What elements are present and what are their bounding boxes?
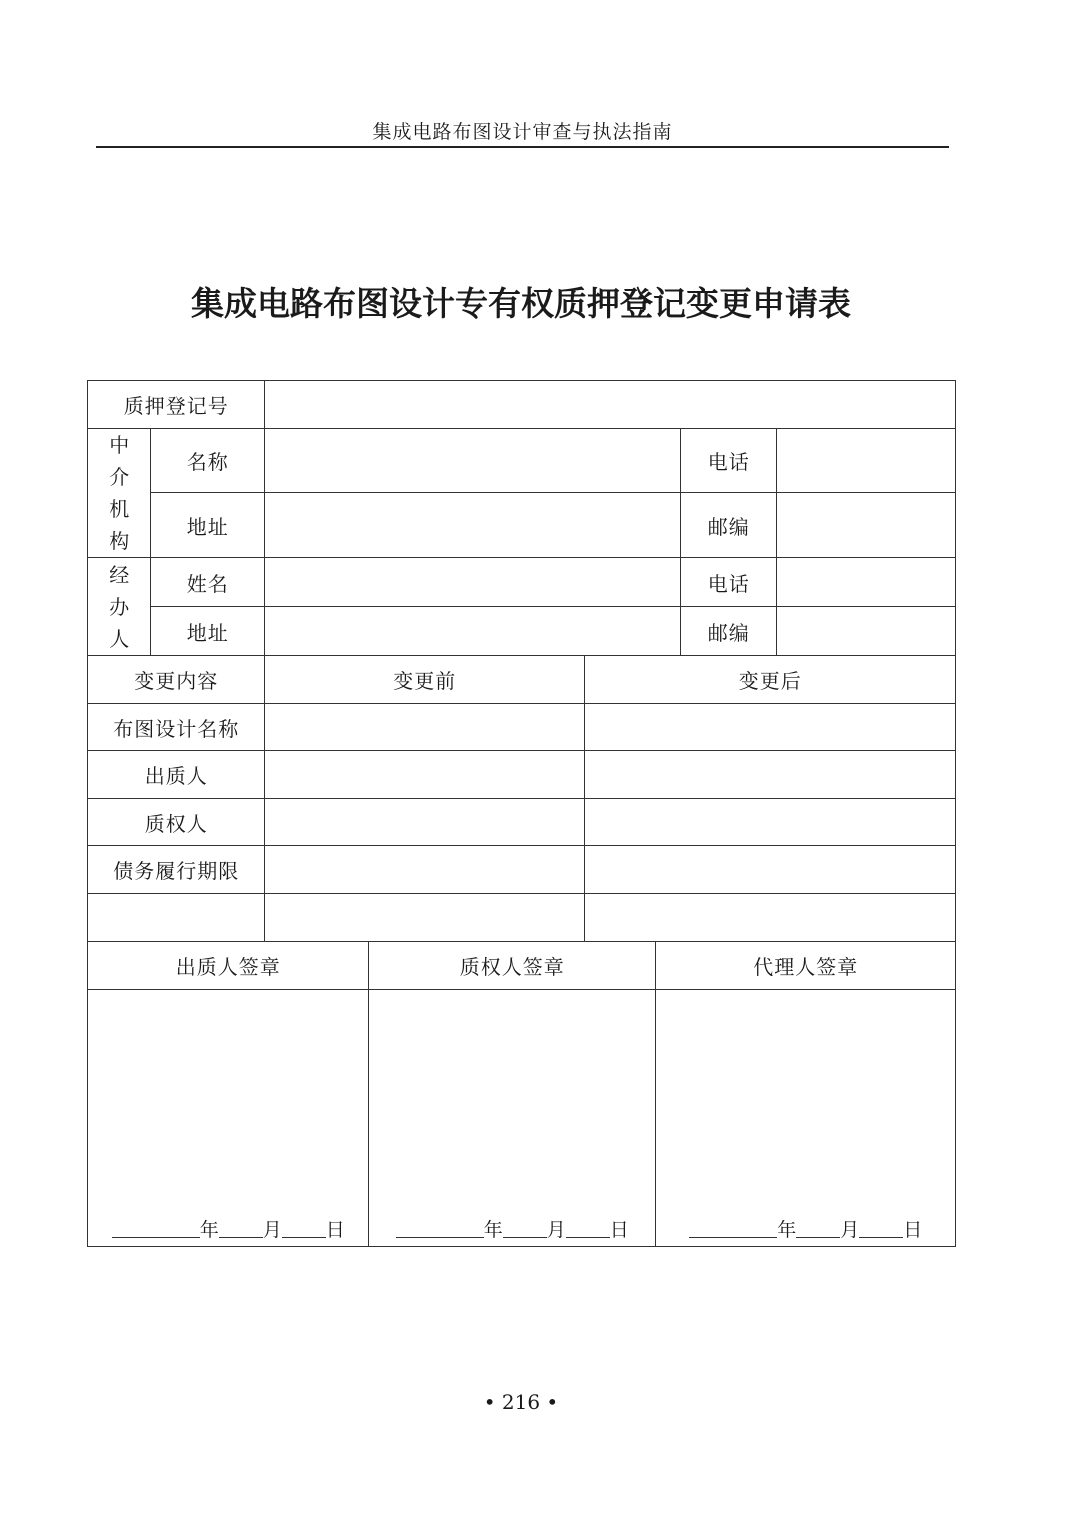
change-row-after-field[interactable] bbox=[584, 703, 956, 751]
pledgee-signature-box[interactable] bbox=[368, 989, 656, 1247]
change-row-before-field[interactable] bbox=[264, 893, 585, 942]
change-row-before-field[interactable] bbox=[264, 845, 585, 894]
pledge-reg-no-label: 质押登记号 bbox=[87, 380, 265, 429]
agent-label-char: 经 bbox=[109, 562, 130, 587]
agent-postcode-label: 邮编 bbox=[680, 606, 777, 656]
change-row-before-field[interactable] bbox=[264, 798, 585, 846]
agency-label-char: 构 bbox=[109, 529, 130, 554]
agent-signature-box[interactable] bbox=[655, 989, 956, 1247]
application-form bbox=[88, 381, 957, 1248]
change-before-header: 变更前 bbox=[264, 655, 585, 704]
change-row-label bbox=[87, 893, 265, 942]
agency-postcode-field[interactable] bbox=[776, 492, 956, 558]
agency-phone-label: 电话 bbox=[680, 428, 777, 493]
form-title: 集成电路布图设计专有权质押登记变更申请表 bbox=[191, 284, 851, 323]
agency-postcode-label: 邮编 bbox=[680, 492, 777, 558]
day-blank[interactable] bbox=[566, 1219, 610, 1238]
agent-signature-header: 代理人签章 bbox=[655, 941, 956, 990]
agency-label-char: 中 bbox=[109, 433, 130, 458]
signature-date-line: 年 月 日 bbox=[396, 1215, 629, 1242]
agent-phone-label: 电话 bbox=[680, 557, 777, 607]
change-row-after-field[interactable] bbox=[584, 798, 956, 846]
change-content-header: 变更内容 bbox=[87, 655, 265, 704]
month-blank[interactable] bbox=[796, 1219, 840, 1238]
year-blank[interactable] bbox=[396, 1219, 484, 1238]
header-rule bbox=[96, 146, 949, 148]
change-row-after-field[interactable] bbox=[584, 750, 956, 799]
signature-date-line: 年 月 日 bbox=[689, 1215, 922, 1242]
agency-address-field[interactable] bbox=[264, 492, 681, 558]
agent-label-char: 人 bbox=[109, 626, 130, 651]
change-row-after-field[interactable] bbox=[584, 845, 956, 894]
change-row-before-field[interactable] bbox=[264, 750, 585, 799]
agent-address-label: 地址 bbox=[150, 606, 265, 656]
change-row-label: 出质人 bbox=[87, 750, 265, 799]
pledgee-signature-header: 质权人签章 bbox=[368, 941, 656, 990]
agency-name-field[interactable] bbox=[264, 428, 681, 493]
agency-label-char: 机 bbox=[109, 497, 130, 522]
agency-group-label bbox=[87, 428, 151, 558]
year-blank[interactable] bbox=[112, 1219, 200, 1238]
year-blank[interactable] bbox=[689, 1219, 777, 1238]
agent-name-field[interactable] bbox=[264, 557, 681, 607]
change-row-label: 质权人 bbox=[87, 798, 265, 846]
month-blank[interactable] bbox=[503, 1219, 547, 1238]
change-row-after-field[interactable] bbox=[584, 893, 956, 942]
agent-name-label: 姓名 bbox=[150, 557, 265, 607]
pledgor-signature-header: 出质人签章 bbox=[87, 941, 369, 990]
agent-address-field[interactable] bbox=[264, 606, 681, 656]
agency-address-label: 地址 bbox=[150, 492, 265, 558]
change-row-label: 布图设计名称 bbox=[87, 703, 265, 751]
agent-phone-field[interactable] bbox=[776, 557, 956, 607]
signature-date-line: 年 月 日 bbox=[112, 1215, 345, 1242]
agency-label-char: 介 bbox=[109, 465, 130, 490]
change-row-before-field[interactable] bbox=[264, 703, 585, 751]
agency-phone-field[interactable] bbox=[776, 428, 956, 493]
pledgor-signature-box[interactable] bbox=[87, 989, 369, 1247]
agency-name-label: 名称 bbox=[150, 428, 265, 493]
pledge-reg-no-field[interactable] bbox=[264, 380, 956, 429]
day-blank[interactable] bbox=[282, 1219, 326, 1238]
agent-group-label bbox=[87, 557, 151, 656]
running-header: 集成电路布图设计审查与执法指南 bbox=[372, 121, 673, 143]
month-blank[interactable] bbox=[219, 1219, 263, 1238]
change-row-label: 债务履行期限 bbox=[87, 845, 265, 894]
agent-label-char: 办 bbox=[109, 594, 130, 619]
page-number: • 216 • bbox=[483, 1390, 559, 1414]
agent-postcode-field[interactable] bbox=[776, 606, 956, 656]
day-blank[interactable] bbox=[859, 1219, 903, 1238]
change-after-header: 变更后 bbox=[584, 655, 956, 704]
